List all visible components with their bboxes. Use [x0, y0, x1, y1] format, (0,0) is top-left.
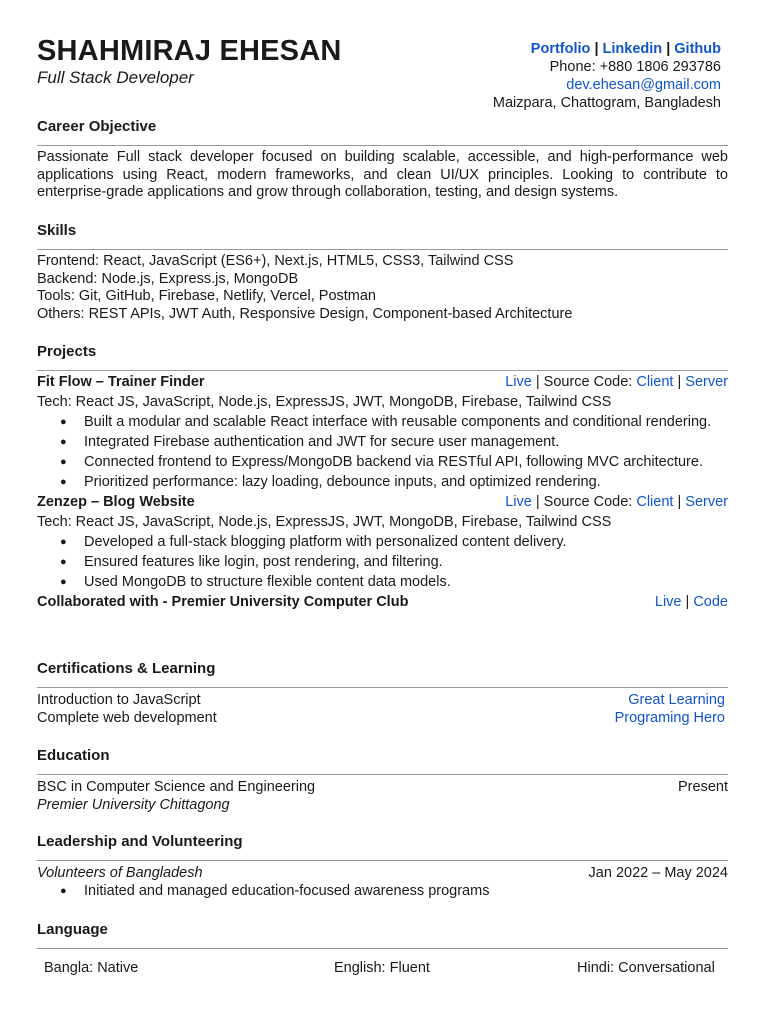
list-item: ● Integrated Firebase authentication and JWT for secure user management.	[37, 432, 728, 452]
certification-provider-link[interactable]: Great Learning	[628, 692, 725, 708]
collaboration-text: Collaborated with - Premier University Computer Club	[37, 594, 409, 610]
school-name: Premier University Chittagong	[37, 797, 230, 813]
address: Maizpara, Chattogram, Bangladesh	[492, 95, 721, 111]
section-title: Skills	[37, 222, 77, 239]
education-row	[37, 778, 728, 796]
collaboration-links	[655, 592, 728, 612]
language-item: Bangla: Native	[44, 960, 139, 976]
project-name: Fit Flow – Trainer Finder	[37, 374, 205, 390]
skill-line-tools: Tools: Git, GitHub, Firebase, Netlify, Vercel, Postman	[37, 288, 376, 304]
career-objective-section	[37, 118, 728, 202]
volunteer-org: Volunteers of Bangladesh	[37, 865, 203, 881]
section-title: Leadership and Volunteering	[37, 833, 243, 850]
header-left	[37, 34, 342, 87]
certification-row	[37, 709, 728, 727]
list-item: ● Built a modular and scalable React interface with reusable components and conditional rendering.	[37, 412, 728, 432]
certification-name: Introduction to JavaScript	[37, 692, 201, 708]
source-code-label: | Source Code:	[531, 494, 637, 510]
education-section	[37, 747, 728, 814]
certifications-section	[37, 660, 728, 727]
section-divider	[37, 860, 728, 861]
contact-block	[493, 40, 721, 112]
section-divider	[37, 687, 728, 688]
server-link[interactable]: Server	[685, 374, 728, 390]
project-bullets	[37, 532, 728, 592]
skill-line-frontend: Frontend: React, JavaScript (ES6+), Next.js, HTML5, CSS3, Tailwind CSS	[37, 253, 514, 269]
project-links	[505, 372, 728, 392]
live-link[interactable]: Live	[505, 374, 532, 390]
certification-name: Complete web development	[37, 710, 217, 726]
link-separator: |	[677, 494, 682, 510]
language-section	[37, 921, 728, 978]
link-separator: |	[685, 594, 690, 610]
education-status: Present	[678, 779, 728, 795]
project-bullets	[37, 412, 728, 492]
list-item: ● Ensured features like login, post rendering, and filtering.	[37, 552, 728, 572]
client-link[interactable]: Client	[636, 374, 674, 390]
language-item: English: Fluent	[334, 960, 430, 976]
section-title: Projects	[37, 343, 97, 360]
list-item: ● Prioritized performance: lazy loading, debounce inputs, and optimized rendering.	[37, 472, 728, 492]
link-separator: |	[677, 374, 682, 390]
section-title: Career Objective	[37, 118, 157, 135]
list-item: ● Used MongoDB to structure flexible content data models.	[37, 572, 728, 592]
certification-provider-link[interactable]: Programing Hero	[614, 710, 725, 726]
section-divider	[37, 370, 728, 371]
project-links	[505, 492, 728, 512]
project-tech: Tech: React JS, JavaScript, Node.js, ExpressJS, JWT, MongoDB, Firebase, Tailwind CSS	[37, 394, 612, 410]
section-divider	[37, 948, 728, 949]
project-name: Zenzep – Blog Website	[37, 494, 195, 510]
degree: BSC in Computer Science and Engineering	[37, 779, 316, 795]
link-separator: |	[594, 41, 599, 57]
list-item: ● Initiated and managed education-focused awareness programs	[37, 882, 728, 900]
phone-number: Phone: +880 1806 293786	[549, 59, 721, 75]
section-divider	[37, 145, 728, 146]
project-header	[37, 492, 728, 512]
github-link[interactable]: Github	[674, 41, 721, 57]
candidate-name: SHAHMIRAJ EHESAN	[37, 35, 342, 67]
volunteer-row	[37, 864, 728, 882]
list-item: ● Connected frontend to Express/MongoDB backend via RESTful API, following MVC architecture.	[37, 452, 728, 472]
language-item: Hindi: Conversational	[577, 960, 715, 976]
skill-line-others: Others: REST APIs, JWT Auth, Responsive Design, Component-based Architecture	[37, 305, 573, 322]
project-header	[37, 372, 728, 392]
certification-row	[37, 691, 728, 709]
volunteer-bullets	[37, 882, 728, 900]
leadership-section	[37, 833, 728, 900]
skill-line-backend: Backend: Node.js, Express.js, MongoDB	[37, 270, 299, 287]
section-title: Language	[37, 921, 108, 938]
career-objective-text: Passionate Full stack developer focused on building scalable, accessible, and high-performance web applications using React, modern frameworks, and clean UI/UX principles. Looking to contribute to enterprise-grade applications and grow through collaboration, testing, and design systems.	[37, 149, 728, 200]
language-row	[37, 958, 728, 978]
source-code-label: | Source Code:	[531, 374, 637, 390]
section-divider	[37, 774, 728, 775]
volunteer-dates: Jan 2022 – May 2024	[588, 865, 728, 881]
live-link[interactable]: Live	[654, 594, 682, 610]
code-link[interactable]: Code	[693, 594, 728, 610]
candidate-role: Full Stack Developer	[37, 68, 194, 87]
skills-section	[37, 222, 728, 323]
project-tech: Tech: React JS, JavaScript, Node.js, ExpressJS, JWT, MongoDB, Firebase, Tailwind CSS	[37, 514, 612, 530]
portfolio-link[interactable]: Portfolio	[530, 41, 591, 57]
collaboration-row	[37, 592, 728, 612]
server-link[interactable]: Server	[685, 494, 728, 510]
section-title: Certifications & Learning	[37, 660, 216, 677]
projects-section	[37, 343, 728, 612]
email-link[interactable]: dev.ehesan@gmail.com	[566, 77, 721, 93]
linkedin-link[interactable]: Linkedin	[602, 41, 663, 57]
section-divider	[37, 249, 728, 250]
client-link[interactable]: Client	[636, 494, 674, 510]
profile-links	[493, 40, 721, 58]
section-title: Education	[37, 747, 110, 764]
link-separator: |	[666, 41, 671, 57]
live-link[interactable]: Live	[505, 494, 532, 510]
list-item: ● Developed a full-stack blogging platform with personalized content delivery.	[37, 532, 728, 552]
